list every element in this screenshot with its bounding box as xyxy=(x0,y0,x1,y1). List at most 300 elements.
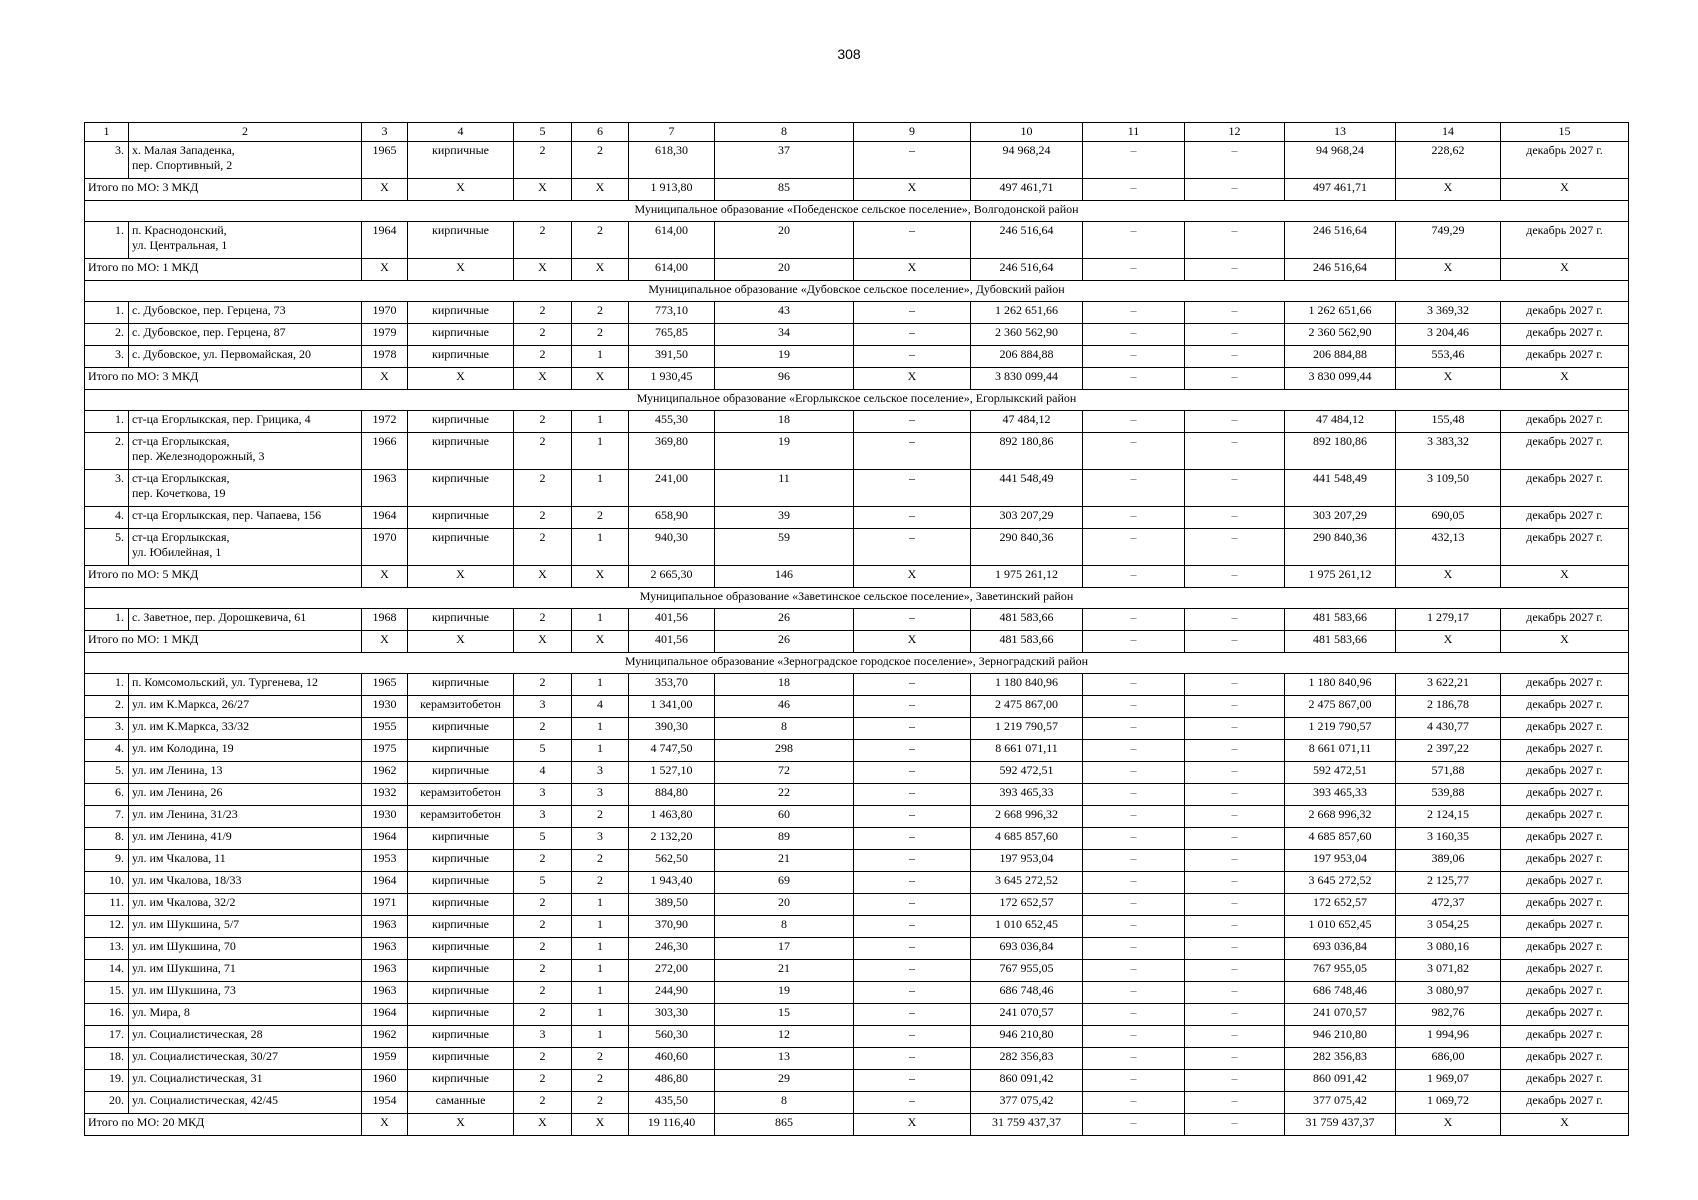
cell-col-6: 1 xyxy=(572,960,629,982)
cell-col-13: 8 661 071,11 xyxy=(1285,740,1396,762)
cell-col-11: – xyxy=(1083,507,1185,529)
cell-col-11: – xyxy=(1083,916,1185,938)
address-line: ул. им Ленина, 26 xyxy=(132,785,223,799)
cell-col-12: – xyxy=(1185,529,1285,566)
address-line: ул. им Чкалова, 11 xyxy=(132,851,226,865)
cell-col-8: 37 xyxy=(715,142,854,179)
total-cell-col-15: X xyxy=(1501,566,1629,588)
wall-material: кирпичные xyxy=(408,740,514,762)
cell-col-5: 2 xyxy=(514,507,572,529)
total-cell-col-6: X xyxy=(572,179,629,201)
column-number-header: 11 xyxy=(1083,123,1185,142)
building-row xyxy=(85,142,1629,179)
wall-material: кирпичные xyxy=(408,222,514,259)
cell-col-7: 1 341,00 xyxy=(629,696,715,718)
building-row xyxy=(85,828,1629,850)
cell-col-15: декабрь 2027 г. xyxy=(1501,1048,1629,1070)
cell-col-5: 2 xyxy=(514,674,572,696)
cell-col-7: 435,50 xyxy=(629,1092,715,1114)
municipality-section-row xyxy=(85,201,1629,222)
wall-material: кирпичные xyxy=(408,718,514,740)
building-address xyxy=(129,1048,362,1070)
cell-col-9: – xyxy=(854,828,971,850)
cell-col-7: 614,00 xyxy=(629,222,715,259)
total-cell-col-10: 481 583,66 xyxy=(971,631,1083,653)
cell-col-10: 2 668 996,32 xyxy=(971,806,1083,828)
cell-col-14: 749,29 xyxy=(1396,222,1501,259)
cell-col-7: 389,50 xyxy=(629,894,715,916)
cell-col-5: 2 xyxy=(514,609,572,631)
cell-col-15: декабрь 2027 г. xyxy=(1501,433,1629,470)
cell-col-13: 303 207,29 xyxy=(1285,507,1396,529)
municipality-title: Муниципальное образование «Зерноградское городское поселение», Зерноградский район xyxy=(85,653,1629,674)
address-line: ул. им Шукшина, 70 xyxy=(132,939,236,953)
wall-material: саманные xyxy=(408,1092,514,1114)
cell-col-8: 59 xyxy=(715,529,854,566)
total-cell-col-4: X xyxy=(408,1114,514,1136)
total-cell-col-13: 31 759 437,37 xyxy=(1285,1114,1396,1136)
cell-col-15: декабрь 2027 г. xyxy=(1501,142,1629,179)
cell-col-13: 946 210,80 xyxy=(1285,1026,1396,1048)
row-number: 1. xyxy=(85,222,129,259)
total-cell-col-8: 865 xyxy=(715,1114,854,1136)
cell-col-10: 94 968,24 xyxy=(971,142,1083,179)
cell-col-15: декабрь 2027 г. xyxy=(1501,222,1629,259)
cell-col-13: 4 685 857,60 xyxy=(1285,828,1396,850)
cell-col-13: 2 360 562,90 xyxy=(1285,324,1396,346)
building-address xyxy=(129,960,362,982)
total-label: Итого по МО: 20 МКД xyxy=(85,1114,362,1136)
cell-col-13: 1 010 652,45 xyxy=(1285,916,1396,938)
commissioning-year: 1971 xyxy=(362,894,408,916)
address-line: пер. Кочеткова, 19 xyxy=(132,486,226,500)
commissioning-year: 1964 xyxy=(362,828,408,850)
building-address xyxy=(129,529,362,566)
cell-col-11: – xyxy=(1083,828,1185,850)
cell-col-7: 765,85 xyxy=(629,324,715,346)
wall-material: кирпичные xyxy=(408,470,514,507)
cell-col-6: 1 xyxy=(572,609,629,631)
cell-col-12: – xyxy=(1185,982,1285,1004)
cell-col-6: 3 xyxy=(572,784,629,806)
cell-col-6: 1 xyxy=(572,894,629,916)
cell-col-13: 892 180,86 xyxy=(1285,433,1396,470)
address-line: ул. Мира, 8 xyxy=(132,1005,190,1019)
column-number-header: 7 xyxy=(629,123,715,142)
cell-col-13: 592 472,51 xyxy=(1285,762,1396,784)
cell-col-12: – xyxy=(1185,740,1285,762)
cell-col-10: 2 475 867,00 xyxy=(971,696,1083,718)
housing-register-table xyxy=(84,122,1629,1136)
cell-col-8: 17 xyxy=(715,938,854,960)
building-address xyxy=(129,784,362,806)
commissioning-year: 1964 xyxy=(362,222,408,259)
cell-col-8: 60 xyxy=(715,806,854,828)
cell-col-6: 1 xyxy=(572,346,629,368)
column-number-header: 13 xyxy=(1285,123,1396,142)
cell-col-8: 8 xyxy=(715,916,854,938)
cell-col-11: – xyxy=(1083,470,1185,507)
address-line: х. Малая Западенка, xyxy=(132,143,235,157)
building-row xyxy=(85,470,1629,507)
address-line: ул. Юбилейная, 1 xyxy=(132,545,222,559)
row-number: 1. xyxy=(85,302,129,324)
cell-col-9: – xyxy=(854,740,971,762)
address-line: ст-ца Егорлыкская, пер. Чапаева, 156 xyxy=(132,508,322,522)
building-address xyxy=(129,609,362,631)
cell-col-8: 12 xyxy=(715,1026,854,1048)
cell-col-5: 2 xyxy=(514,960,572,982)
cell-col-6: 1 xyxy=(572,982,629,1004)
cell-col-10: 767 955,05 xyxy=(971,960,1083,982)
total-cell-col-6: X xyxy=(572,566,629,588)
cell-col-15: декабрь 2027 г. xyxy=(1501,1070,1629,1092)
cell-col-7: 391,50 xyxy=(629,346,715,368)
building-row xyxy=(85,411,1629,433)
wall-material: кирпичные xyxy=(408,894,514,916)
cell-col-8: 21 xyxy=(715,850,854,872)
commissioning-year: 1932 xyxy=(362,784,408,806)
cell-col-14: 3 054,25 xyxy=(1396,916,1501,938)
total-cell-col-3: X xyxy=(362,259,408,281)
cell-col-12: – xyxy=(1185,718,1285,740)
row-number: 2. xyxy=(85,324,129,346)
total-cell-col-8: 26 xyxy=(715,631,854,653)
total-cell-col-3: X xyxy=(362,1114,408,1136)
address-line: ул. им Шукшина, 73 xyxy=(132,983,236,997)
cell-col-6: 1 xyxy=(572,674,629,696)
row-number: 4. xyxy=(85,507,129,529)
cell-col-7: 884,80 xyxy=(629,784,715,806)
cell-col-8: 69 xyxy=(715,872,854,894)
cell-col-9: – xyxy=(854,872,971,894)
cell-col-5: 2 xyxy=(514,718,572,740)
cell-col-5: 2 xyxy=(514,411,572,433)
cell-col-8: 46 xyxy=(715,696,854,718)
row-number: 18. xyxy=(85,1048,129,1070)
cell-col-7: 773,10 xyxy=(629,302,715,324)
cell-col-15: декабрь 2027 г. xyxy=(1501,806,1629,828)
building-address xyxy=(129,872,362,894)
building-address xyxy=(129,433,362,470)
cell-col-9: – xyxy=(854,806,971,828)
row-number: 17. xyxy=(85,1026,129,1048)
cell-col-8: 29 xyxy=(715,1070,854,1092)
cell-col-10: 693 036,84 xyxy=(971,938,1083,960)
cell-col-5: 2 xyxy=(514,142,572,179)
total-cell-col-4: X xyxy=(408,368,514,390)
address-line: ст-ца Егорлыкская, xyxy=(132,471,230,485)
total-label: Итого по МО: 3 МКД xyxy=(85,179,362,201)
cell-col-11: – xyxy=(1083,1070,1185,1092)
total-cell-col-4: X xyxy=(408,631,514,653)
address-line: ул. Социалистическая, 30/27 xyxy=(132,1049,278,1063)
cell-col-10: 8 661 071,11 xyxy=(971,740,1083,762)
cell-col-13: 282 356,83 xyxy=(1285,1048,1396,1070)
cell-col-11: – xyxy=(1083,346,1185,368)
cell-col-15: декабрь 2027 г. xyxy=(1501,894,1629,916)
column-number-header: 12 xyxy=(1185,123,1285,142)
cell-col-7: 353,70 xyxy=(629,674,715,696)
cell-col-8: 21 xyxy=(715,960,854,982)
cell-col-14: 686,00 xyxy=(1396,1048,1501,1070)
cell-col-6: 1 xyxy=(572,916,629,938)
municipality-total-row xyxy=(85,631,1629,653)
municipality-title: Муниципальное образование «Победенское сельское поселение», Волгодонской район xyxy=(85,201,1629,222)
cell-col-13: 172 652,57 xyxy=(1285,894,1396,916)
total-cell-col-8: 20 xyxy=(715,259,854,281)
cell-col-14: 1 279,17 xyxy=(1396,609,1501,631)
cell-col-14: 1 069,72 xyxy=(1396,1092,1501,1114)
cell-col-15: декабрь 2027 г. xyxy=(1501,762,1629,784)
building-row xyxy=(85,1048,1629,1070)
municipality-section-row xyxy=(85,281,1629,302)
page-number: 308 xyxy=(837,46,861,62)
cell-col-10: 206 884,88 xyxy=(971,346,1083,368)
cell-col-6: 1 xyxy=(572,938,629,960)
cell-col-15: декабрь 2027 г. xyxy=(1501,470,1629,507)
commissioning-year: 1970 xyxy=(362,529,408,566)
commissioning-year: 1968 xyxy=(362,609,408,631)
cell-col-9: – xyxy=(854,916,971,938)
building-row xyxy=(85,982,1629,1004)
cell-col-11: – xyxy=(1083,324,1185,346)
row-number: 7. xyxy=(85,806,129,828)
municipality-title: Муниципальное образование «Дубовское сельское поселение», Дубовский район xyxy=(85,281,1629,302)
cell-col-13: 1 219 790,57 xyxy=(1285,718,1396,740)
cell-col-9: – xyxy=(854,142,971,179)
cell-col-12: – xyxy=(1185,696,1285,718)
cell-col-10: 303 207,29 xyxy=(971,507,1083,529)
commissioning-year: 1965 xyxy=(362,674,408,696)
cell-col-15: декабрь 2027 г. xyxy=(1501,529,1629,566)
cell-col-12: – xyxy=(1185,324,1285,346)
cell-col-7: 390,30 xyxy=(629,718,715,740)
cell-col-7: 618,30 xyxy=(629,142,715,179)
cell-col-15: декабрь 2027 г. xyxy=(1501,346,1629,368)
cell-col-15: декабрь 2027 г. xyxy=(1501,916,1629,938)
cell-col-5: 3 xyxy=(514,1026,572,1048)
wall-material: кирпичные xyxy=(408,411,514,433)
building-row xyxy=(85,916,1629,938)
cell-col-11: – xyxy=(1083,894,1185,916)
total-cell-col-12: – xyxy=(1185,1114,1285,1136)
address-line: ул. им Ленина, 31/23 xyxy=(132,807,238,821)
cell-col-8: 20 xyxy=(715,222,854,259)
cell-col-5: 2 xyxy=(514,916,572,938)
cell-col-7: 241,00 xyxy=(629,470,715,507)
total-cell-col-13: 3 830 099,44 xyxy=(1285,368,1396,390)
cell-col-7: 303,30 xyxy=(629,1004,715,1026)
commissioning-year: 1970 xyxy=(362,302,408,324)
total-cell-col-11: – xyxy=(1083,566,1185,588)
cell-col-14: 1 994,96 xyxy=(1396,1026,1501,1048)
address-line: пер. Железнодорожный, 3 xyxy=(132,449,265,463)
cell-col-5: 5 xyxy=(514,872,572,894)
cell-col-8: 11 xyxy=(715,470,854,507)
municipality-total-row xyxy=(85,368,1629,390)
cell-col-14: 3 369,32 xyxy=(1396,302,1501,324)
cell-col-10: 197 953,04 xyxy=(971,850,1083,872)
cell-col-14: 472,37 xyxy=(1396,894,1501,916)
building-row xyxy=(85,696,1629,718)
municipality-section-row xyxy=(85,390,1629,411)
building-address xyxy=(129,740,362,762)
cell-col-9: – xyxy=(854,1048,971,1070)
cell-col-9: – xyxy=(854,1004,971,1026)
cell-col-12: – xyxy=(1185,411,1285,433)
address-line: ст-ца Егорлыкская, пер. Грицика, 4 xyxy=(132,412,311,426)
cell-col-10: 481 583,66 xyxy=(971,609,1083,631)
row-number: 9. xyxy=(85,850,129,872)
cell-col-9: – xyxy=(854,346,971,368)
cell-col-14: 3 204,46 xyxy=(1396,324,1501,346)
building-row xyxy=(85,718,1629,740)
cell-col-5: 2 xyxy=(514,324,572,346)
row-number: 11. xyxy=(85,894,129,916)
address-line: ул. Социалистическая, 42/45 xyxy=(132,1093,278,1107)
cell-col-5: 2 xyxy=(514,1070,572,1092)
building-address xyxy=(129,938,362,960)
cell-col-11: – xyxy=(1083,784,1185,806)
building-address xyxy=(129,850,362,872)
cell-col-7: 486,80 xyxy=(629,1070,715,1092)
total-cell-col-15: X xyxy=(1501,1114,1629,1136)
cell-col-6: 1 xyxy=(572,1004,629,1026)
cell-col-9: – xyxy=(854,529,971,566)
column-number-header: 15 xyxy=(1501,123,1629,142)
cell-col-13: 377 075,42 xyxy=(1285,1092,1396,1114)
cell-col-13: 94 968,24 xyxy=(1285,142,1396,179)
cell-col-9: – xyxy=(854,982,971,1004)
cell-col-7: 4 747,50 xyxy=(629,740,715,762)
cell-col-14: 3 383,32 xyxy=(1396,433,1501,470)
column-number-row xyxy=(85,123,1629,142)
commissioning-year: 1959 xyxy=(362,1048,408,1070)
cell-col-12: – xyxy=(1185,470,1285,507)
cell-col-14: 3 109,50 xyxy=(1396,470,1501,507)
cell-col-9: – xyxy=(854,762,971,784)
cell-col-14: 2 186,78 xyxy=(1396,696,1501,718)
total-cell-col-7: 401,56 xyxy=(629,631,715,653)
building-row xyxy=(85,346,1629,368)
cell-col-10: 290 840,36 xyxy=(971,529,1083,566)
total-cell-col-14: X xyxy=(1396,368,1501,390)
cell-col-6: 1 xyxy=(572,740,629,762)
address-line: ст-ца Егорлыкская, xyxy=(132,434,230,448)
cell-col-7: 455,30 xyxy=(629,411,715,433)
commissioning-year: 1964 xyxy=(362,872,408,894)
wall-material: кирпичные xyxy=(408,324,514,346)
wall-material: кирпичные xyxy=(408,960,514,982)
total-cell-col-14: X xyxy=(1396,566,1501,588)
cell-col-6: 2 xyxy=(572,507,629,529)
cell-col-9: – xyxy=(854,302,971,324)
cell-col-12: – xyxy=(1185,894,1285,916)
cell-col-14: 539,88 xyxy=(1396,784,1501,806)
cell-col-12: – xyxy=(1185,302,1285,324)
cell-col-15: декабрь 2027 г. xyxy=(1501,324,1629,346)
cell-col-14: 4 430,77 xyxy=(1396,718,1501,740)
total-cell-col-8: 146 xyxy=(715,566,854,588)
total-cell-col-11: – xyxy=(1083,368,1185,390)
cell-col-6: 1 xyxy=(572,411,629,433)
cell-col-11: – xyxy=(1083,872,1185,894)
column-number-header: 6 xyxy=(572,123,629,142)
row-number: 2. xyxy=(85,696,129,718)
column-number-header: 10 xyxy=(971,123,1083,142)
table-body xyxy=(85,123,1629,1136)
building-row xyxy=(85,762,1629,784)
cell-col-11: – xyxy=(1083,1048,1185,1070)
total-cell-col-6: X xyxy=(572,631,629,653)
cell-col-9: – xyxy=(854,470,971,507)
row-number: 13. xyxy=(85,938,129,960)
cell-col-12: – xyxy=(1185,1070,1285,1092)
cell-col-13: 47 484,12 xyxy=(1285,411,1396,433)
cell-col-12: – xyxy=(1185,872,1285,894)
cell-col-8: 20 xyxy=(715,894,854,916)
cell-col-9: – xyxy=(854,324,971,346)
cell-col-6: 4 xyxy=(572,696,629,718)
cell-col-14: 3 160,35 xyxy=(1396,828,1501,850)
cell-col-10: 592 472,51 xyxy=(971,762,1083,784)
total-cell-col-15: X xyxy=(1501,368,1629,390)
total-cell-col-7: 2 665,30 xyxy=(629,566,715,588)
commissioning-year: 1930 xyxy=(362,696,408,718)
column-number-header: 2 xyxy=(129,123,362,142)
cell-col-15: декабрь 2027 г. xyxy=(1501,740,1629,762)
cell-col-6: 2 xyxy=(572,324,629,346)
cell-col-11: – xyxy=(1083,740,1185,762)
cell-col-12: – xyxy=(1185,674,1285,696)
total-cell-col-7: 1 930,45 xyxy=(629,368,715,390)
cell-col-7: 244,90 xyxy=(629,982,715,1004)
building-row xyxy=(85,894,1629,916)
total-cell-col-3: X xyxy=(362,631,408,653)
cell-col-9: – xyxy=(854,674,971,696)
building-address xyxy=(129,762,362,784)
cell-col-10: 1 180 840,96 xyxy=(971,674,1083,696)
total-cell-col-9: X xyxy=(854,1114,971,1136)
total-cell-col-11: – xyxy=(1083,179,1185,201)
cell-col-13: 693 036,84 xyxy=(1285,938,1396,960)
commissioning-year: 1930 xyxy=(362,806,408,828)
total-cell-col-5: X xyxy=(514,368,572,390)
cell-col-9: – xyxy=(854,1026,971,1048)
total-cell-col-8: 96 xyxy=(715,368,854,390)
cell-col-10: 377 075,42 xyxy=(971,1092,1083,1114)
municipality-total-row xyxy=(85,179,1629,201)
building-address xyxy=(129,696,362,718)
commissioning-year: 1972 xyxy=(362,411,408,433)
cell-col-5: 2 xyxy=(514,470,572,507)
cell-col-9: – xyxy=(854,784,971,806)
building-address xyxy=(129,1026,362,1048)
cell-col-8: 39 xyxy=(715,507,854,529)
cell-col-10: 393 465,33 xyxy=(971,784,1083,806)
commissioning-year: 1966 xyxy=(362,433,408,470)
total-cell-col-12: – xyxy=(1185,259,1285,281)
cell-col-14: 155,48 xyxy=(1396,411,1501,433)
row-number: 6. xyxy=(85,784,129,806)
cell-col-12: – xyxy=(1185,609,1285,631)
cell-col-14: 2 124,15 xyxy=(1396,806,1501,828)
cell-col-7: 562,50 xyxy=(629,850,715,872)
total-cell-col-6: X xyxy=(572,259,629,281)
cell-col-12: – xyxy=(1185,142,1285,179)
building-row xyxy=(85,324,1629,346)
